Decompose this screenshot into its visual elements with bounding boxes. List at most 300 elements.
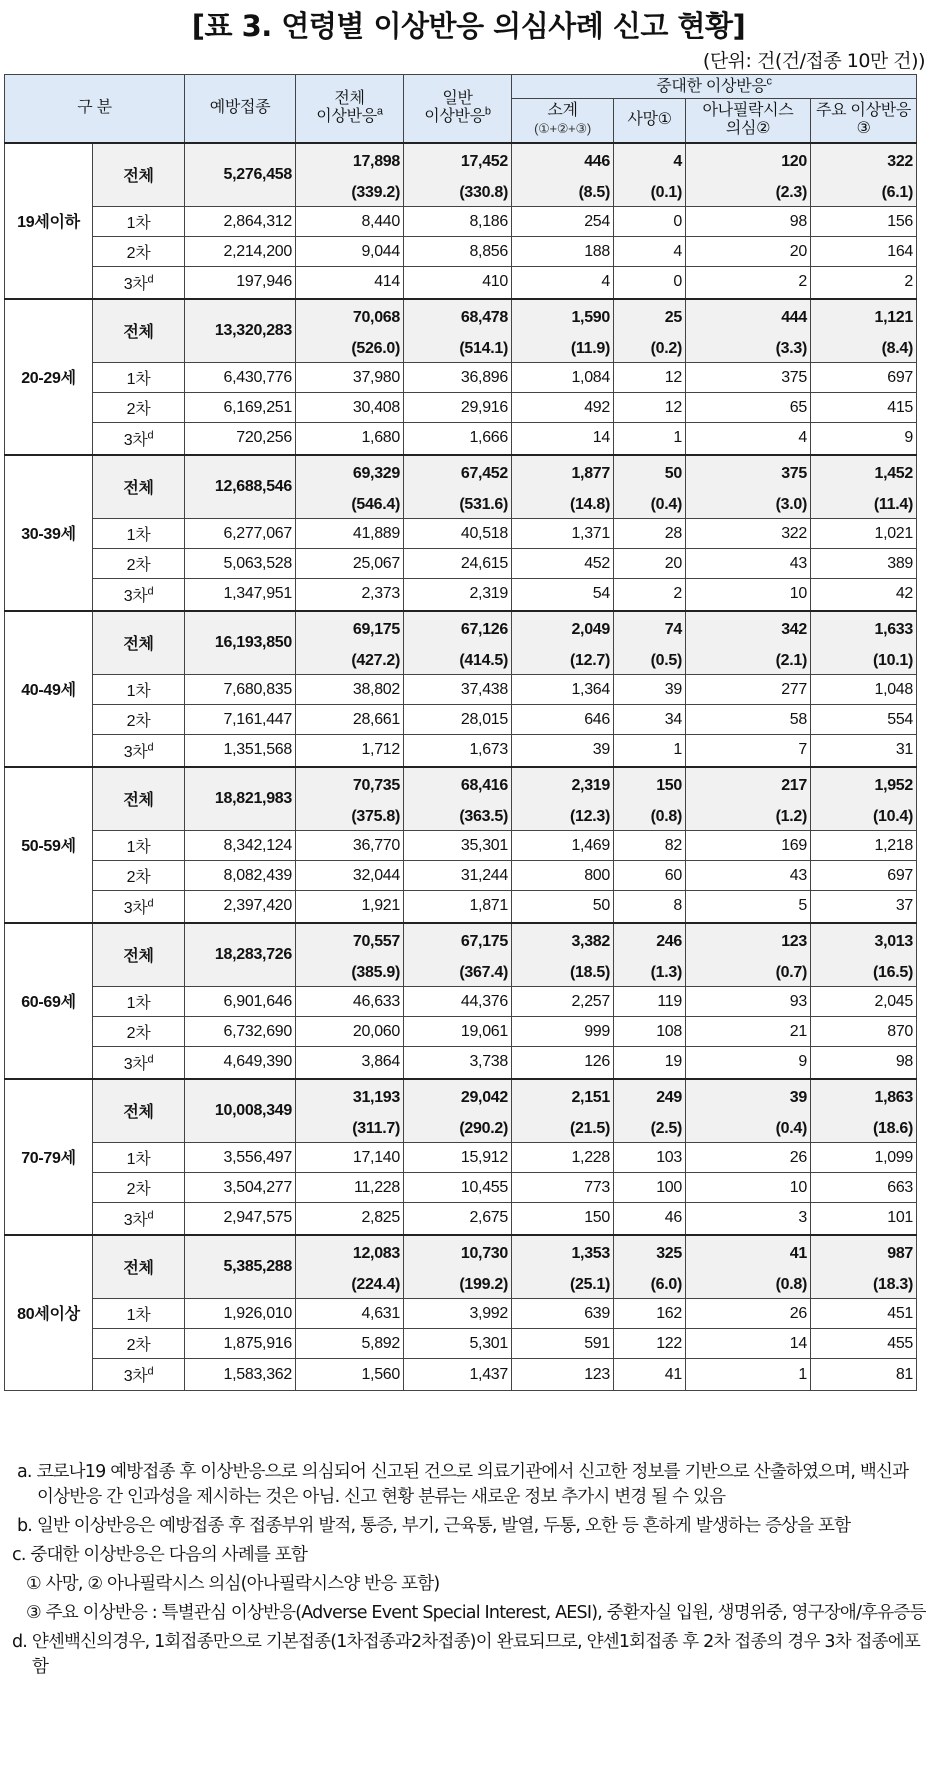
- dose-label: 2차: [126, 245, 151, 262]
- cell-death: 19: [614, 1047, 686, 1079]
- cell-death: 12: [614, 393, 686, 423]
- cell-major: 870: [811, 1017, 917, 1047]
- table-row: [5, 549, 917, 579]
- table-row: [5, 519, 917, 549]
- cell-subtotal: 1,590: [512, 299, 614, 336]
- cell-major: 1,218: [811, 831, 917, 861]
- cell-anaphylaxis: 20: [686, 237, 811, 267]
- table-row: [5, 1299, 917, 1329]
- dose-label: 2차: [126, 1181, 151, 1198]
- cell-death: 39: [614, 675, 686, 705]
- table-row: [5, 363, 917, 393]
- footnote-marker: d: [147, 1053, 154, 1066]
- cell-major: 1,099: [811, 1143, 917, 1173]
- cell-major-rate: (10.4): [811, 804, 917, 831]
- cell-vaccination: 18,821,983: [185, 767, 296, 831]
- cell-general: 1,666: [404, 423, 512, 455]
- cell-subtotal: 4: [512, 267, 614, 299]
- cell-total-rate: (427.2): [296, 648, 404, 675]
- cell-major: 322: [811, 143, 917, 180]
- cell-general: 68,478: [404, 299, 512, 336]
- cell-vaccination: 13,320,283: [185, 299, 296, 363]
- cell-vaccination: 2,947,575: [185, 1203, 296, 1235]
- cell-anaphylaxis: 4: [686, 423, 811, 455]
- cell-death-rate: (0.8): [614, 804, 686, 831]
- row-label: [93, 237, 185, 267]
- cell-vaccination: 8,342,124: [185, 831, 296, 861]
- cell-total: 17,898: [296, 143, 404, 180]
- row-label-total: 전체: [93, 455, 185, 519]
- dose-label: 2차: [126, 557, 151, 574]
- cell-anaphylaxis: 169: [686, 831, 811, 861]
- cell-total-rate: (224.4): [296, 1272, 404, 1299]
- cell-major: 415: [811, 393, 917, 423]
- dose-label: 3차: [123, 431, 148, 449]
- age-group: [5, 1079, 917, 1235]
- dose-label: 2차: [126, 401, 151, 418]
- footnote-marker: d: [147, 1209, 154, 1222]
- cell-total: 70,068: [296, 299, 404, 336]
- table-row-total: [5, 767, 917, 804]
- row-label: [93, 1329, 185, 1359]
- cell-major: 697: [811, 363, 917, 393]
- cell-anaphylaxis: 277: [686, 675, 811, 705]
- table-row: [5, 705, 917, 735]
- dose-label: 1차: [126, 1151, 151, 1168]
- footnotes: [12, 1460, 927, 1684]
- cell-major-rate: (6.1): [811, 180, 917, 207]
- footnote-marker: d: [147, 273, 154, 286]
- cell-death: 46: [614, 1203, 686, 1235]
- cell-death-rate: (0.4): [614, 492, 686, 519]
- age-group: [5, 611, 917, 767]
- cell-major: 389: [811, 549, 917, 579]
- age-group-label: 40-49세: [5, 611, 93, 767]
- cell-vaccination: 2,864,312: [185, 207, 296, 237]
- cell-anaphylaxis: 58: [686, 705, 811, 735]
- cell-major: 101: [811, 1203, 917, 1235]
- cell-subtotal: 1,371: [512, 519, 614, 549]
- cell-general: 24,615: [404, 549, 512, 579]
- cell-general: 1,673: [404, 735, 512, 767]
- cell-vaccination: 12,688,546: [185, 455, 296, 519]
- row-label-total: 전체: [93, 611, 185, 675]
- cell-major: 455: [811, 1329, 917, 1359]
- row-label-total: 전체: [93, 767, 185, 831]
- cell-general: 40,518: [404, 519, 512, 549]
- cell-major: 1,048: [811, 675, 917, 705]
- age-group: [5, 923, 917, 1079]
- footnote-c: c. 중대한 이상반응은 다음의 사례를 포함: [12, 1545, 308, 1565]
- footnote-a: a. 코로나19 예방접종 후 이상반응으로 의심되어 신고된 건으로 의료기관에서 신고한 정보를 기반으로 산출하였으며, 백신과 이상반응 간 인과성을 제시하는 것은 아님. 신고 현황 분류는 새로운 정보 추가시 변경 될 수 있음: [17, 1462, 909, 1507]
- row-label: [93, 1017, 185, 1047]
- cell-subtotal: 1,228: [512, 1143, 614, 1173]
- footnote-c2: ③ 주요 이상반응 : 특별관심 이상반응(Adverse Event Special Interest, AESI), 중환자실 입원, 생명위중, 영구장애/후유증등: [26, 1603, 926, 1623]
- cell-major: 554: [811, 705, 917, 735]
- cell-subtotal: 1,084: [512, 363, 614, 393]
- cell-subtotal: 646: [512, 705, 614, 735]
- table-row: [5, 267, 917, 299]
- cell-major: 1,863: [811, 1079, 917, 1116]
- cell-death: 8: [614, 891, 686, 923]
- cell-anaphylaxis: 26: [686, 1143, 811, 1173]
- cell-major: 37: [811, 891, 917, 923]
- cell-anaphylaxis: 14: [686, 1329, 811, 1359]
- dose-label: 2차: [126, 1025, 151, 1042]
- cell-general: 410: [404, 267, 512, 299]
- cell-total-rate: (375.8): [296, 804, 404, 831]
- cell-major: 9: [811, 423, 917, 455]
- header-death: 사망①: [614, 99, 686, 143]
- cell-total: 38,802: [296, 675, 404, 705]
- cell-total: 70,735: [296, 767, 404, 804]
- cell-general: 1,871: [404, 891, 512, 923]
- dose-label: 3차: [123, 743, 148, 761]
- table-title: [표 3. 연령별 이상반응 의심사례 신고 현황]: [191, 9, 746, 43]
- cell-death: 50: [614, 455, 686, 492]
- table-row: [5, 1329, 917, 1359]
- dose-label: 3차: [123, 275, 148, 293]
- header-general-reactions: 일반 이상반응$^b$: [404, 75, 512, 143]
- cell-major: 31: [811, 735, 917, 767]
- row-label: [93, 1299, 185, 1329]
- cell-general: 8,856: [404, 237, 512, 267]
- cell-death: 1: [614, 423, 686, 455]
- cell-anaphylaxis: 10: [686, 1173, 811, 1203]
- cell-vaccination: 10,008,349: [185, 1079, 296, 1143]
- table-row: [5, 393, 917, 423]
- age-group: [5, 455, 917, 611]
- cell-anaphylaxis: 3: [686, 1203, 811, 1235]
- age-group-label: 50-59세: [5, 767, 93, 923]
- row-label: [93, 675, 185, 705]
- table-row: [5, 1359, 917, 1391]
- table-row: [5, 207, 917, 237]
- table-row-total: [5, 143, 917, 180]
- cell-subtotal: 50: [512, 891, 614, 923]
- row-label: [93, 1047, 185, 1079]
- cell-total: 3,864: [296, 1047, 404, 1079]
- cell-major: 156: [811, 207, 917, 237]
- cell-subtotal: 126: [512, 1047, 614, 1079]
- row-label: [93, 891, 185, 923]
- cell-death: 103: [614, 1143, 686, 1173]
- cell-total: 1,560: [296, 1359, 404, 1391]
- header-total-reactions: 전체 이상반응$^a$: [296, 75, 404, 143]
- cell-total-rate: (546.4): [296, 492, 404, 519]
- cell-major-rate: (18.6): [811, 1116, 917, 1143]
- footnote-d: d. 얀센백신의경우, 1회접종만으로 기본접종(1차접종과2차접종)이 완료되므로, 얀센1회접종 후 2차 접종의 경우 3차 접종에포함: [12, 1632, 920, 1677]
- cell-major-rate: (10.1): [811, 648, 917, 675]
- footnote-marker: d: [147, 585, 154, 598]
- cell-death: 82: [614, 831, 686, 861]
- cell-total: 46,633: [296, 987, 404, 1017]
- cell-major: 1,021: [811, 519, 917, 549]
- cell-death: 108: [614, 1017, 686, 1047]
- cell-vaccination: 1,347,951: [185, 579, 296, 611]
- cell-subtotal-rate: (18.5): [512, 960, 614, 987]
- table-row-total: [5, 923, 917, 960]
- cell-vaccination: 5,276,458: [185, 143, 296, 207]
- cell-death: 41: [614, 1359, 686, 1391]
- row-label: [93, 1143, 185, 1173]
- row-label-total: 전체: [93, 1235, 185, 1299]
- cell-death: 25: [614, 299, 686, 336]
- cell-death: 0: [614, 207, 686, 237]
- cell-subtotal: 2,049: [512, 611, 614, 648]
- cell-subtotal-rate: (25.1): [512, 1272, 614, 1299]
- cell-subtotal: 2,257: [512, 987, 614, 1017]
- cell-subtotal-rate: (21.5): [512, 1116, 614, 1143]
- cell-death: 162: [614, 1299, 686, 1329]
- age-group-label: 19세이하: [5, 143, 93, 299]
- cell-major: 1,952: [811, 767, 917, 804]
- age-group: [5, 143, 917, 299]
- cell-subtotal: 492: [512, 393, 614, 423]
- cell-major: 2: [811, 267, 917, 299]
- cell-general: 17,452: [404, 143, 512, 180]
- age-group-label: 70-79세: [5, 1079, 93, 1235]
- cell-total: 1,680: [296, 423, 404, 455]
- row-label: [93, 735, 185, 767]
- table-row: [5, 1047, 917, 1079]
- cell-general: 68,416: [404, 767, 512, 804]
- cell-anaphylaxis: 2: [686, 267, 811, 299]
- row-label: [93, 579, 185, 611]
- cell-vaccination: 16,193,850: [185, 611, 296, 675]
- cell-vaccination: 6,277,067: [185, 519, 296, 549]
- cell-total: 8,440: [296, 207, 404, 237]
- cell-total: 20,060: [296, 1017, 404, 1047]
- row-label: [93, 1203, 185, 1235]
- cell-vaccination: 6,430,776: [185, 363, 296, 393]
- cell-subtotal: 1,364: [512, 675, 614, 705]
- cell-death: 325: [614, 1235, 686, 1272]
- cell-anaphylaxis: 375: [686, 455, 811, 492]
- cell-general-rate: (330.8): [404, 180, 512, 207]
- row-label-total: 전체: [93, 1079, 185, 1143]
- row-label: [93, 987, 185, 1017]
- cell-total-rate: (385.9): [296, 960, 404, 987]
- footnote-c1: ① 사망, ② 아나필락시스 의심(아나필락시스양 반응 포함): [26, 1574, 440, 1594]
- row-label: [93, 423, 185, 455]
- cell-anaphylaxis-rate: (0.4): [686, 1116, 811, 1143]
- cell-total: 41,889: [296, 519, 404, 549]
- cell-general: 44,376: [404, 987, 512, 1017]
- cell-total: 414: [296, 267, 404, 299]
- cell-general: 2,675: [404, 1203, 512, 1235]
- cell-general: 28,015: [404, 705, 512, 735]
- cell-vaccination: 5,385,288: [185, 1235, 296, 1299]
- cell-death: 12: [614, 363, 686, 393]
- cell-vaccination: 7,161,447: [185, 705, 296, 735]
- cell-anaphylaxis-rate: (0.7): [686, 960, 811, 987]
- cell-vaccination: 4,649,390: [185, 1047, 296, 1079]
- cell-total: 30,408: [296, 393, 404, 423]
- cell-general-rate: (290.2): [404, 1116, 512, 1143]
- cell-total: 69,329: [296, 455, 404, 492]
- cell-anaphylaxis: 342: [686, 611, 811, 648]
- table-row-total: [5, 299, 917, 336]
- cell-subtotal: 1,353: [512, 1235, 614, 1272]
- cell-major: 2,045: [811, 987, 917, 1017]
- cell-vaccination: 720,256: [185, 423, 296, 455]
- cell-total: 1,921: [296, 891, 404, 923]
- dose-label: 3차: [123, 1055, 148, 1073]
- cell-death: 246: [614, 923, 686, 960]
- cell-death-rate: (0.5): [614, 648, 686, 675]
- cell-subtotal-rate: (8.5): [512, 180, 614, 207]
- header-serious-reactions: 중대한 이상반응$^c$: [512, 75, 917, 99]
- dose-label: 1차: [126, 683, 151, 700]
- cell-total: 5,892: [296, 1329, 404, 1359]
- cell-subtotal: 150: [512, 1203, 614, 1235]
- cell-general-rate: (531.6): [404, 492, 512, 519]
- cell-total-rate: (311.7): [296, 1116, 404, 1143]
- table-row: [5, 861, 917, 891]
- cell-total: 12,083: [296, 1235, 404, 1272]
- cell-death: 249: [614, 1079, 686, 1116]
- cell-subtotal: 54: [512, 579, 614, 611]
- cell-subtotal: 999: [512, 1017, 614, 1047]
- table-row-total: [5, 455, 917, 492]
- table-row: [5, 1203, 917, 1235]
- cell-total: 4,631: [296, 1299, 404, 1329]
- cell-major: 663: [811, 1173, 917, 1203]
- cell-major: 987: [811, 1235, 917, 1272]
- cell-major: 1,452: [811, 455, 917, 492]
- dose-label: 3차: [123, 1368, 148, 1385]
- cell-general: 3,992: [404, 1299, 512, 1329]
- cell-total: 25,067: [296, 549, 404, 579]
- footnote-marker: d: [147, 1365, 154, 1378]
- cell-death-rate: (6.0): [614, 1272, 686, 1299]
- cell-total: 32,044: [296, 861, 404, 891]
- cell-general: 67,452: [404, 455, 512, 492]
- cell-anaphylaxis: 10: [686, 579, 811, 611]
- cell-general: 5,301: [404, 1329, 512, 1359]
- cell-vaccination: 2,214,200: [185, 237, 296, 267]
- cell-anaphylaxis-rate: (1.2): [686, 804, 811, 831]
- cell-subtotal: 254: [512, 207, 614, 237]
- cell-general-rate: (367.4): [404, 960, 512, 987]
- table-row: [5, 1143, 917, 1173]
- cell-vaccination: 2,397,420: [185, 891, 296, 923]
- cell-anaphylaxis: 41: [686, 1235, 811, 1272]
- row-label: [93, 519, 185, 549]
- cell-death-rate: (2.5): [614, 1116, 686, 1143]
- cell-major: 697: [811, 861, 917, 891]
- cell-general: 2,319: [404, 579, 512, 611]
- cell-anaphylaxis: 65: [686, 393, 811, 423]
- cell-death: 2: [614, 579, 686, 611]
- cell-general: 10,455: [404, 1173, 512, 1203]
- cell-total: 37,980: [296, 363, 404, 393]
- row-label: [93, 861, 185, 891]
- header-subtotal: 소계 (①+②+③): [512, 99, 614, 143]
- cell-anaphylaxis: 43: [686, 549, 811, 579]
- cell-subtotal-rate: (11.9): [512, 336, 614, 363]
- table-row: [5, 735, 917, 767]
- cell-subtotal: 639: [512, 1299, 614, 1329]
- row-label: [93, 393, 185, 423]
- cell-major: 1,633: [811, 611, 917, 648]
- cell-major: 98: [811, 1047, 917, 1079]
- cell-vaccination: 1,926,010: [185, 1299, 296, 1329]
- header-category: 구 분: [5, 75, 185, 143]
- age-group: [5, 299, 917, 455]
- cell-total: 9,044: [296, 237, 404, 267]
- cell-anaphylaxis: 375: [686, 363, 811, 393]
- unit-label: (단위: 건(건/접종 10만 건)): [702, 50, 925, 72]
- table-row: [5, 831, 917, 861]
- cell-major: 81: [811, 1359, 917, 1391]
- cell-death: 122: [614, 1329, 686, 1359]
- age-group-label: 80세이상: [5, 1235, 93, 1391]
- row-label: [93, 1173, 185, 1203]
- cell-subtotal: 1,877: [512, 455, 614, 492]
- row-label: [93, 363, 185, 393]
- cell-general: 35,301: [404, 831, 512, 861]
- cell-subtotal: 123: [512, 1359, 614, 1391]
- cell-general: 29,042: [404, 1079, 512, 1116]
- cell-anaphylaxis: 7: [686, 735, 811, 767]
- header-vaccination: 예방접종: [185, 75, 296, 143]
- dose-label: 1차: [126, 1307, 151, 1324]
- cell-total: 28,661: [296, 705, 404, 735]
- table-row: [5, 1173, 917, 1203]
- cell-anaphylaxis: 43: [686, 861, 811, 891]
- cell-vaccination: 6,169,251: [185, 393, 296, 423]
- cell-vaccination: 1,875,916: [185, 1329, 296, 1359]
- header-major-reactions: 주요 이상반응 ③: [811, 99, 917, 143]
- cell-general: 1,437: [404, 1359, 512, 1391]
- dose-label: 1차: [126, 995, 151, 1012]
- dose-label: 2차: [126, 869, 151, 886]
- cell-vaccination: 3,504,277: [185, 1173, 296, 1203]
- cell-subtotal-rate: (12.3): [512, 804, 614, 831]
- cell-total: 31,193: [296, 1079, 404, 1116]
- cell-death: 34: [614, 705, 686, 735]
- cell-subtotal: 1,469: [512, 831, 614, 861]
- cell-anaphylaxis: 93: [686, 987, 811, 1017]
- cell-total: 2,373: [296, 579, 404, 611]
- cell-general: 67,175: [404, 923, 512, 960]
- table-row: [5, 675, 917, 705]
- age-group-label: 60-69세: [5, 923, 93, 1079]
- cell-major-rate: (18.3): [811, 1272, 917, 1299]
- cell-subtotal: 188: [512, 237, 614, 267]
- table-row: [5, 237, 917, 267]
- cell-general: 37,438: [404, 675, 512, 705]
- cell-total-rate: (526.0): [296, 336, 404, 363]
- dose-label: 2차: [126, 1337, 151, 1354]
- cell-total: 70,557: [296, 923, 404, 960]
- cell-general-rate: (414.5): [404, 648, 512, 675]
- table-row: [5, 891, 917, 923]
- cell-vaccination: 7,680,835: [185, 675, 296, 705]
- row-label: [93, 705, 185, 735]
- cell-major: 42: [811, 579, 917, 611]
- cell-anaphylaxis: 123: [686, 923, 811, 960]
- cell-general: 36,896: [404, 363, 512, 393]
- cell-general: 10,730: [404, 1235, 512, 1272]
- cell-vaccination: 3,556,497: [185, 1143, 296, 1173]
- cell-subtotal: 14: [512, 423, 614, 455]
- cell-subtotal-rate: (12.7): [512, 648, 614, 675]
- cell-major: 3,013: [811, 923, 917, 960]
- cell-death: 119: [614, 987, 686, 1017]
